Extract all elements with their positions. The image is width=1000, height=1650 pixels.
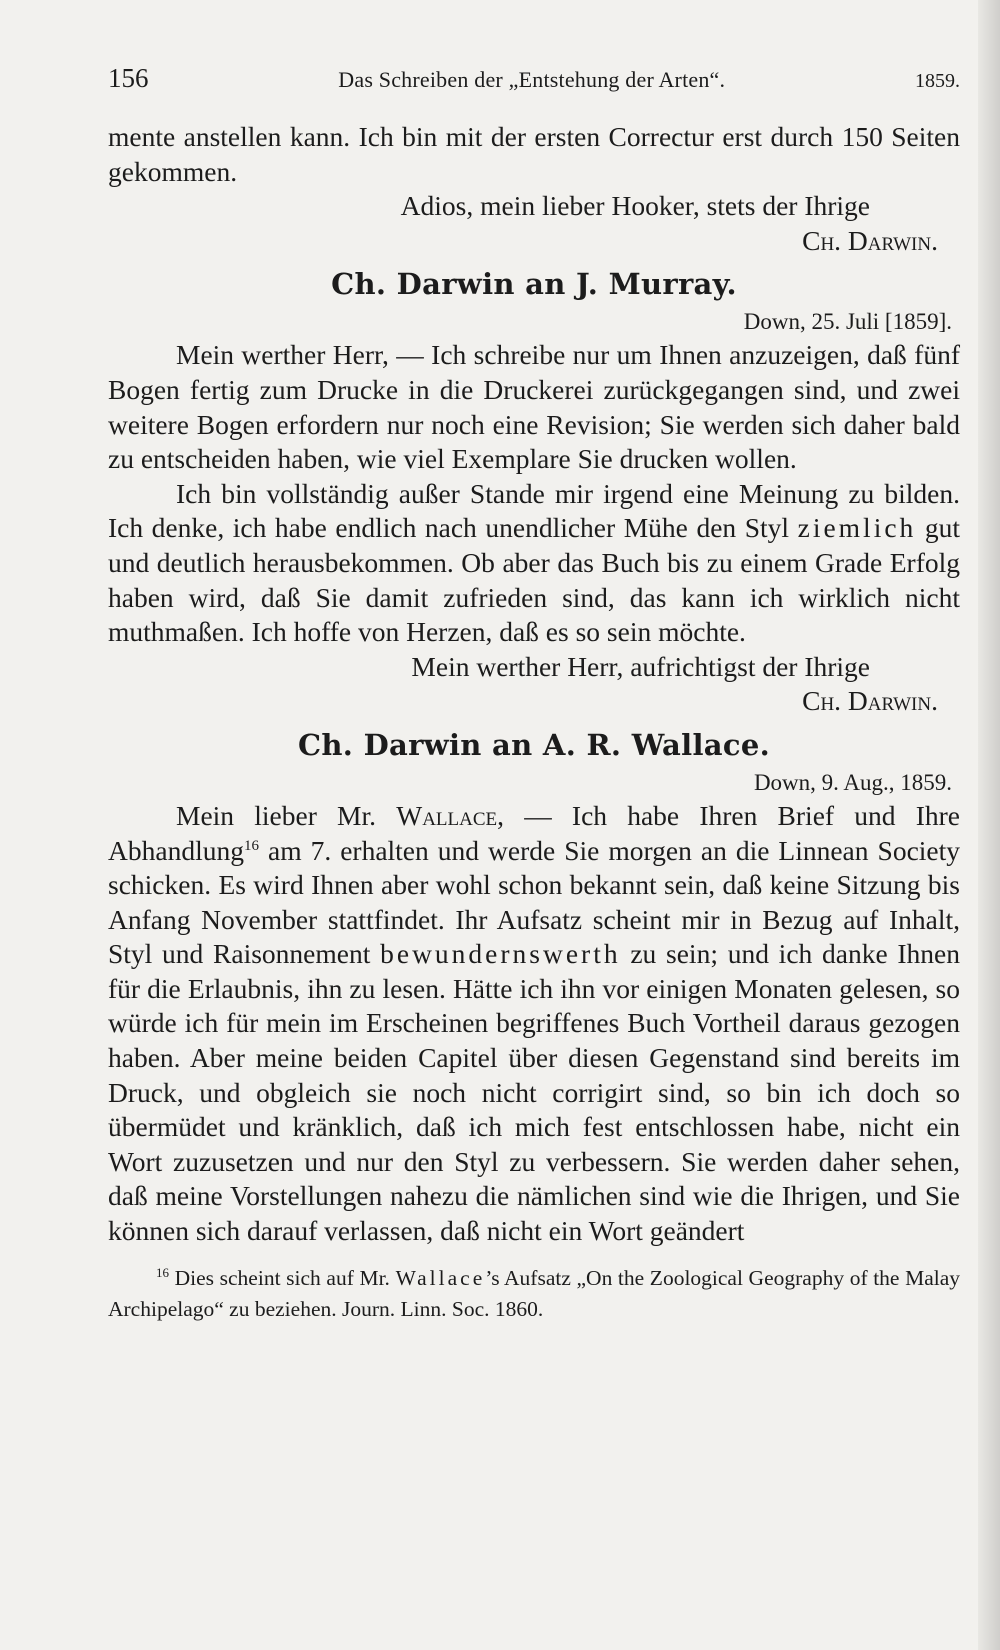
footnote [108, 1263, 960, 1325]
text-run: gut und deutlich herausbekommen. Ob aber das Buch bis zu einem Grade Erfolg haben wird, daß Sie damit zufrieden sind, das kann ich wirklich nicht muthmaßen. Ich hoffe von Herzen, daß es so sein möchte. [108, 512, 960, 648]
footnote-number: 16 [156, 1264, 169, 1280]
letter-signature: Ch. Darwin. [802, 224, 938, 256]
salutation: Mein lieber Mr. [176, 799, 377, 831]
spaced-emphasis: Wallace [395, 1265, 486, 1290]
letter-heading-murray: Ch. Darwin an J. Murray. [331, 267, 737, 302]
letter-paragraph [108, 799, 960, 1249]
letter-closing: Adios, mein lieber Hooker, stets der Ihrige [400, 190, 870, 222]
letter-dateline: Down, 25. Juli [1859]. [743, 309, 952, 335]
letter-signature: Ch. Darwin. [802, 685, 938, 717]
text-run: am 7. erhalten und werde Sie morgen an die Linnean Society schicken. Es wird Ihnen aber wohl schon bekannt sein, daß keine Sitzung bis Anfang November stattfindet. Ihr Aufsatz scheint mir in Bezug auf Inhalt, Styl und Raisonnement [108, 834, 961, 970]
spaced-emphasis: bewundernswerth [380, 938, 621, 970]
running-header [108, 58, 960, 120]
page-number: 156 [108, 63, 149, 93]
spaced-emphasis: ziemlich [797, 512, 917, 544]
person-name: Wallace [396, 799, 498, 831]
page-edge-shadow [978, 0, 1000, 1650]
book-page [108, 58, 960, 1325]
header-year: 1859. [915, 70, 960, 92]
letter-dateline: Down, 9. Aug., 1859. [753, 769, 952, 795]
letter-paragraph [108, 477, 960, 650]
letter-heading-wallace: Ch. Darwin an A. R. Wallace. [298, 727, 770, 762]
text-run: , — Ich habe Ihren Brief und Ihre Abhandlung [108, 799, 960, 866]
letter-closing: Mein werther Herr, aufrichtigst der Ihrige [411, 650, 870, 682]
running-title: Das Schreiben der „Entstehung der Arten“. [338, 67, 726, 92]
letter-paragraph: Mein werther Herr, — Ich schreibe nur um Ihnen anzuzeigen, daß fünf Bogen fertig zum Drucke in die Druckerei zurückgegangen sind, und zwei weitere Bogen erfordern nur noch eine Revision; Sie werden sich daher bald zu entscheiden haben, wie viel Exemplare Sie drucken wollen. [108, 339, 960, 475]
footnote-text: Dies scheint sich auf Mr. [174, 1265, 390, 1290]
footnote-text: ’s Aufsatz „On the Zoological Geography of the Malay Archipelago“ zu beziehen. Journ. Linn. Soc. 1860. [108, 1265, 961, 1321]
text-run: Ich bin vollständig außer Stande mir irgend eine Meinung zu bilden. Ich denke, ich habe endlich nach unendlicher Mühe den Styl [108, 477, 960, 544]
text-run: zu sein; und ich danke Ihnen für die Erlaubnis, ihn zu lesen. Hätte ich ihn vor einigen Monaten gelesen, so würde ich für mein im Erscheinen begriffenes Buch Vortheil daraus gezogen haben. Aber meine beiden Capitel über diesen Gegenstand sind bereits im Druck, und obgleich sie noch nicht corrigirt sind, so bin ich doch so übermüdet und kränklich, daß ich mich fest entschlossen habe, nicht ein Wort zuzusetzen und nur den Styl zu verbessern. Sie werden daher sehen, daß meine Vorstellungen nahezu die nämlichen sind wie die Ihrigen, und Sie können sich darauf verlassen, daß nicht ein Wort geändert [108, 938, 961, 1247]
letter-continuation-text: mente anstellen kann. Ich bin mit der ersten Correctur erst durch 150 Seiten gekommen. [108, 121, 960, 187]
footnote-reference: 16 [243, 837, 259, 854]
